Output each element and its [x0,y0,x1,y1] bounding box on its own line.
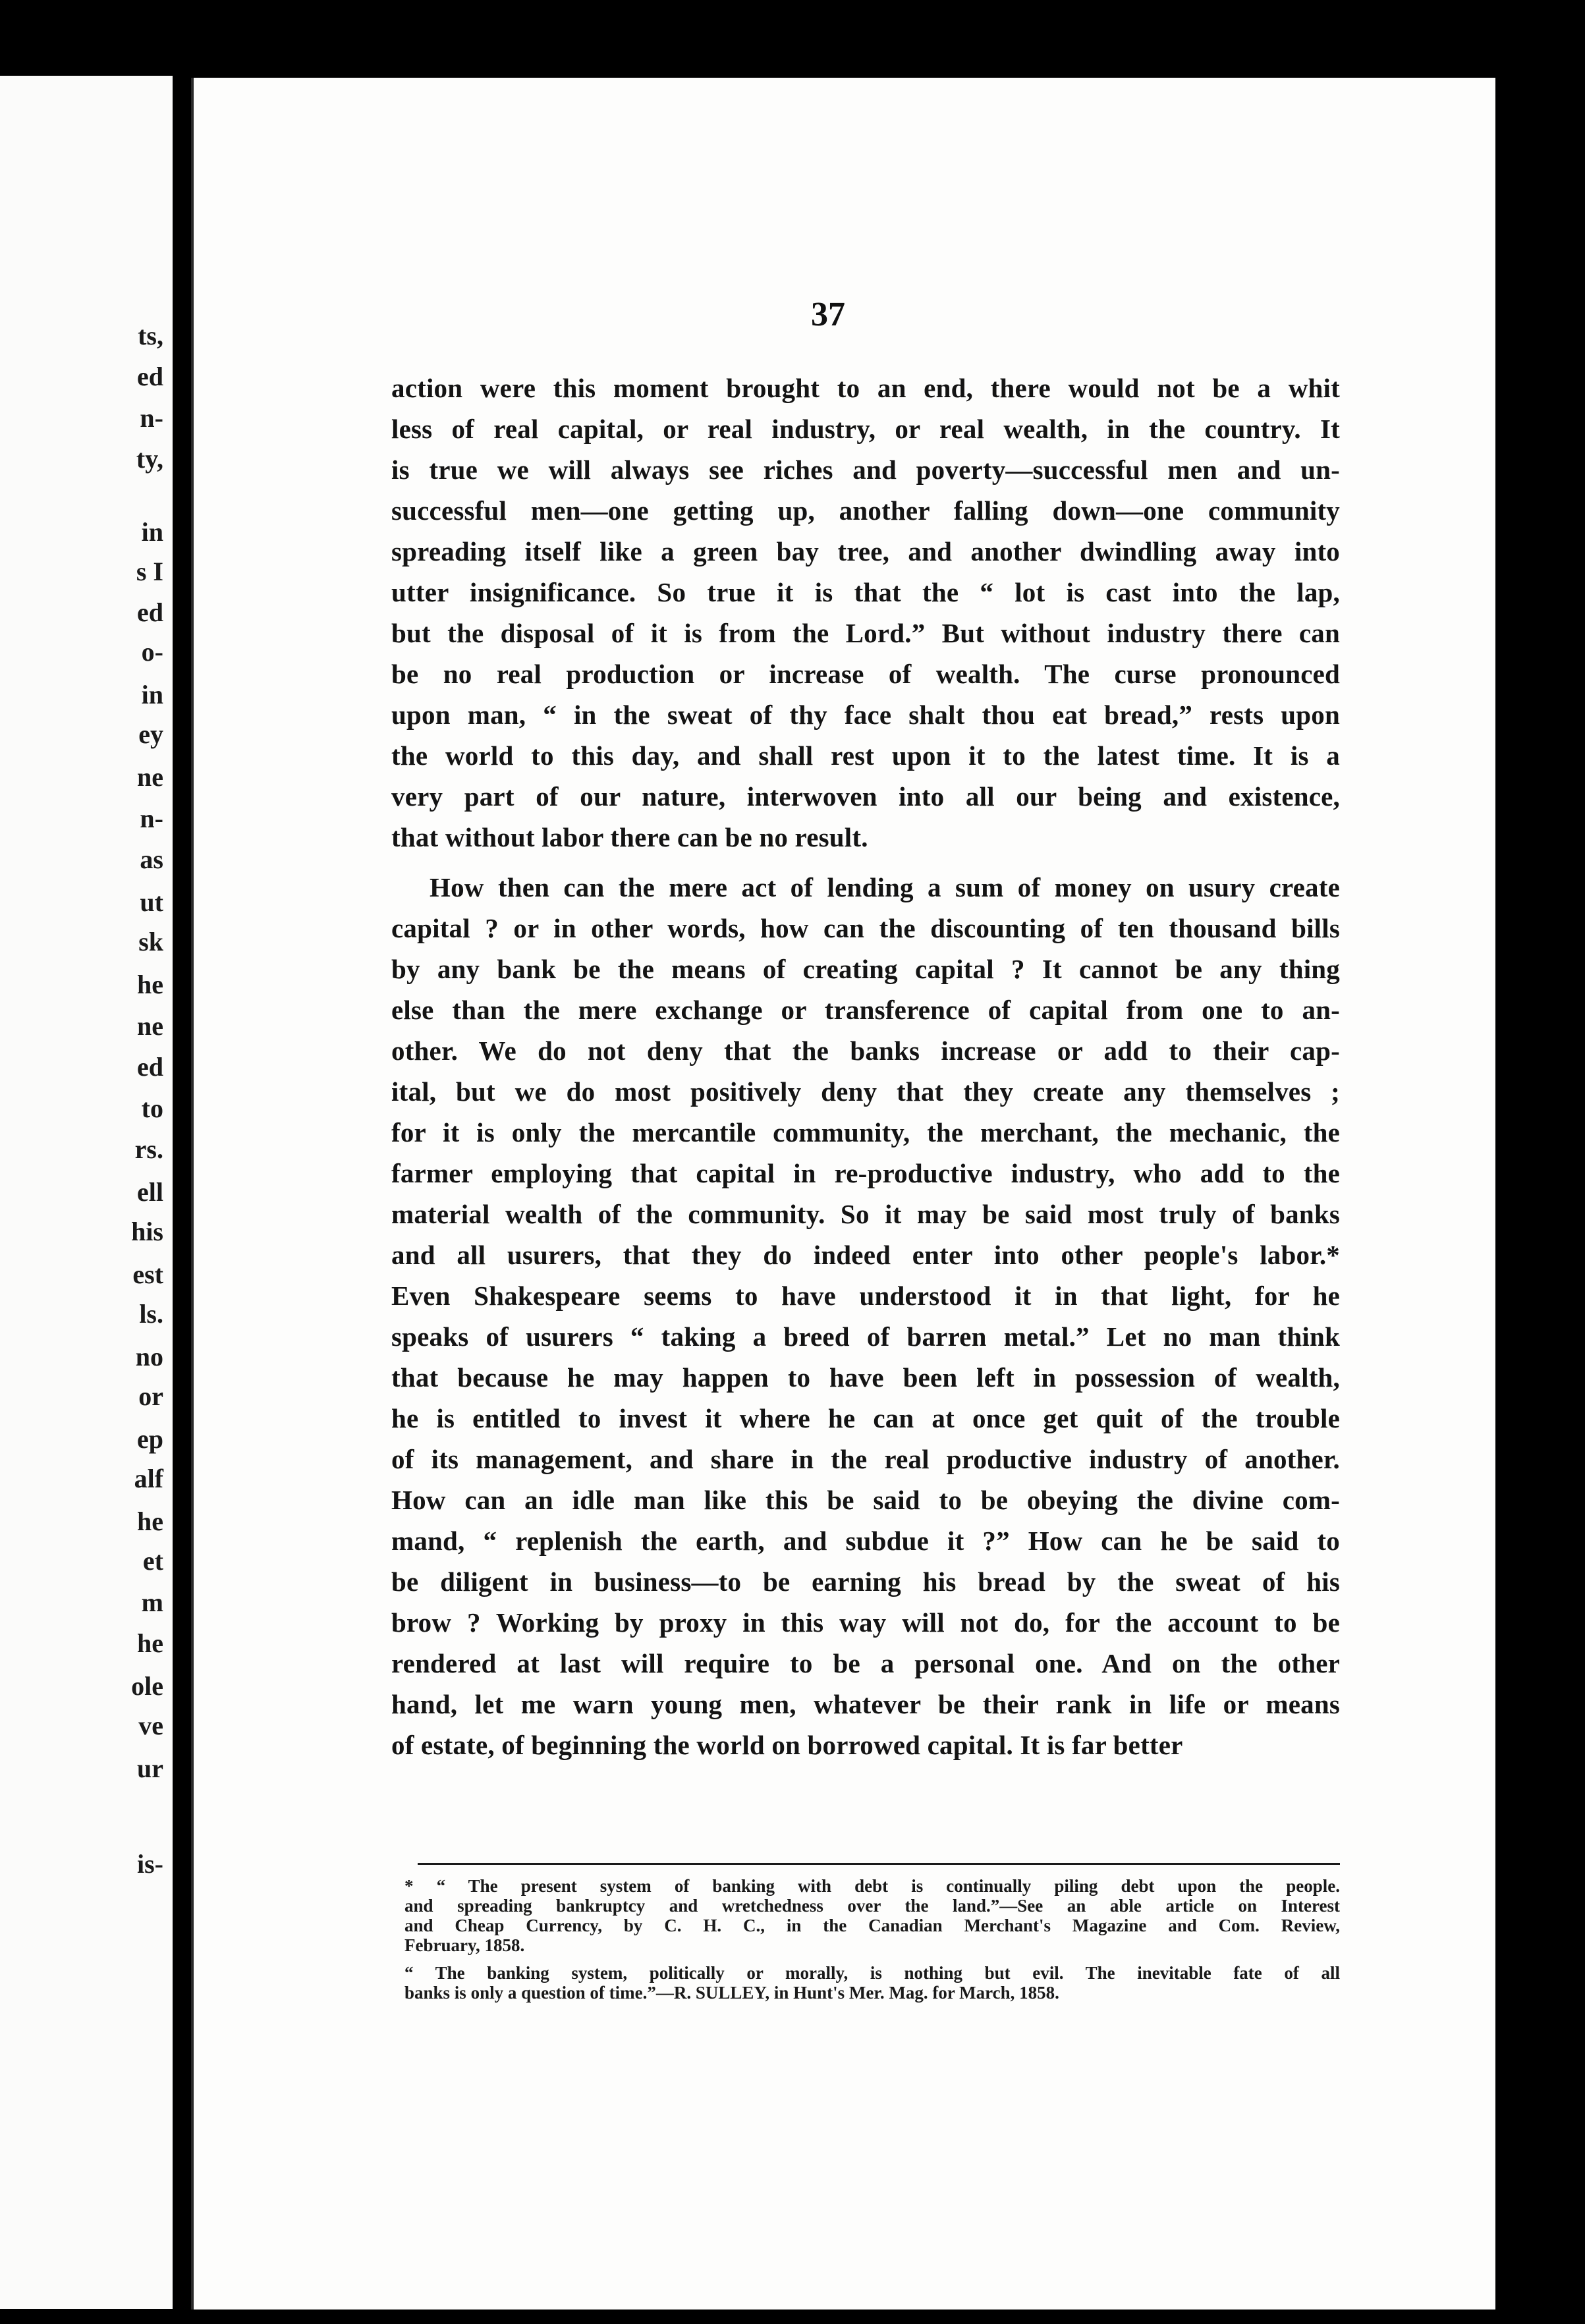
text-line: that because he may happen to have been left in possession of wealth, [391,1362,1340,1393]
facing-page-fragment: ne [137,1011,163,1041]
footnote-line: banks is only a question of time.”—R. SULLEY, in Hunt's Mer. Mag. for March, 1858. [404,1983,1059,2003]
footnote [404,1876,1340,1955]
text-line: speaks of usurers “ taking a breed of barren metal.” Let no man think [391,1321,1340,1352]
facing-page-fragment: ut [140,887,163,917]
facing-page-fragment: rs. [134,1134,163,1164]
text-line: less of real capital, or real industry, or real wealth, in the country. It [391,414,1340,444]
paragraph [391,867,1340,1765]
facing-page-fragment: no [135,1342,163,1371]
facing-page-fragment: m [141,1588,163,1617]
facing-page-fragment: ed [137,1052,163,1082]
facing-page-fragment: in [141,680,163,709]
text-line: by any bank be the means of creating capital ? It cannot be any thing [391,954,1340,984]
text-line: and all usurers, that they do indeed enter into other people's labor.* [391,1240,1340,1270]
facing-page-fragment: ls. [139,1299,163,1329]
text-line: mand, “ replenish the earth, and subdue it ?” How can he be said to [391,1526,1340,1556]
facing-page-fragment: ne [137,762,163,792]
facing-page-fragment: his [131,1217,163,1246]
text-line: of estate, of beginning the world on borrowed capital. It is far better [391,1730,1183,1760]
text-line: successful men—one getting up, another falling down—one community [391,495,1340,526]
facing-page-fragment: is- [137,1849,163,1879]
paragraph [391,368,1340,858]
facing-page-fragment: as [140,844,163,874]
page-body [391,368,1340,1765]
facing-page-fragment: ed [137,362,163,391]
facing-page-fragment: ell [137,1177,163,1207]
footnote-line: “ The banking system, politically or morally, is nothing but evil. The inevitable fate of all [404,1963,1340,1983]
facing-page-fragment: est [132,1259,163,1289]
facing-page-fragment: sk [138,927,163,956]
book-page [191,78,1495,2310]
text-line: How can an idle man like this be said to be obeying the divine com- [391,1485,1340,1515]
facing-page-fragment: in [141,517,163,547]
text-line: be diligent in business—to be earning his bread by the sweat of his [391,1566,1340,1597]
facing-page-fragment: ve [138,1711,163,1740]
text-line: be no real production or increase of wealth. The curse pronounced [391,659,1340,689]
facing-page-fragment: alf [134,1464,163,1493]
text-line: hand, let me warn young men, whatever be their rank in life or means [391,1689,1340,1719]
text-line: for it is only the mercantile community, the merchant, the mechanic, the [391,1117,1340,1148]
facing-page-fragment: he [137,970,163,999]
text-line: of its management, and share in the real productive industry of another. [391,1444,1340,1474]
footnote-line: and spreading bankruptcy and wretchedness over the land.”—See an able article on Interest [404,1896,1340,1916]
facing-page-fragment: ole [131,1671,163,1701]
page-number: 37 [811,296,845,333]
text-line: spreading itself like a green bay tree, and another dwindling away into [391,536,1340,567]
facing-page-fragment: ts, [138,321,163,350]
facing-page-fragment: ed [137,597,163,627]
text-line: upon man, “ in the sweat of thy face shalt thou eat bread,” rests upon [391,700,1340,730]
text-line: capital ? or in other words, how can the discounting of ten thousand bills [391,913,1340,943]
footnote-rule [418,1863,1340,1865]
facing-page-fragment: ep [137,1424,163,1454]
facing-page-fragment: s I [136,557,163,586]
footnote-line: February, 1858. [404,1935,525,1955]
text-line: he is entitled to invest it where he can at once get quit of the trouble [391,1403,1340,1433]
text-line: Even Shakespeare seems to have understood it in that light, for he [391,1281,1340,1311]
text-line: farmer employing that capital in re-productive industry, who add to the [391,1158,1340,1188]
text-line: very part of our nature, interwoven into all our being and existence, [391,781,1340,812]
facing-page-fragment: ty, [136,444,163,474]
facing-page-fragment: he [137,1507,163,1536]
facing-page-fragment: ey [138,719,163,749]
text-line: utter insignificance. So true it is that the “ lot is cast into the lap, [391,577,1340,607]
footnotes [404,1876,1340,2003]
facing-page-fragment: o- [141,637,163,667]
facing-page-fragment: et [142,1546,163,1576]
text-line: material wealth of the community. So it may be said most truly of banks [391,1199,1340,1229]
text-line: that without labor there can be no result. [391,822,868,852]
text-line: action were this moment brought to an end, there would not be a whit [391,373,1340,403]
facing-page-fragment: n- [140,804,163,833]
facing-page [0,76,173,2309]
facing-page-margin-text [97,76,163,2309]
text-line: but the disposal of it is from the Lord.” But without industry there can [391,618,1340,648]
text-line: How then can the mere act of lending a sum of money on usury create [430,872,1340,902]
text-line: brow ? Working by proxy in this way will not do, for the account to be [391,1607,1340,1638]
footnote-line: * “ The present system of banking with debt is continually piling debt upon the people. [404,1876,1340,1896]
text-line: ital, but we do most positively deny that they create any themselves ; [391,1076,1340,1107]
facing-page-fragment: n- [140,403,163,433]
text-line: the world to this day, and shall rest upon it to the latest time. It is a [391,740,1340,771]
text-line: other. We do not deny that the banks increase or add to their cap- [391,1036,1340,1066]
facing-page-fragment: ur [137,1754,163,1783]
facing-page-fragment: he [137,1628,163,1658]
footnote-line: and Cheap Currency, by C. H. C., in the Canadian Merchant's Magazine and Com. Review, [404,1916,1340,1935]
text-line: is true we will always see riches and poverty—successful men and un- [391,455,1340,485]
facing-page-fragment: or [138,1381,163,1411]
text-line: rendered at last will require to be a personal one. And on the other [391,1648,1340,1678]
footnote [404,1963,1340,2003]
text-line: else than the mere exchange or transference of capital from one to an- [391,995,1340,1025]
facing-page-fragment: to [141,1093,163,1123]
